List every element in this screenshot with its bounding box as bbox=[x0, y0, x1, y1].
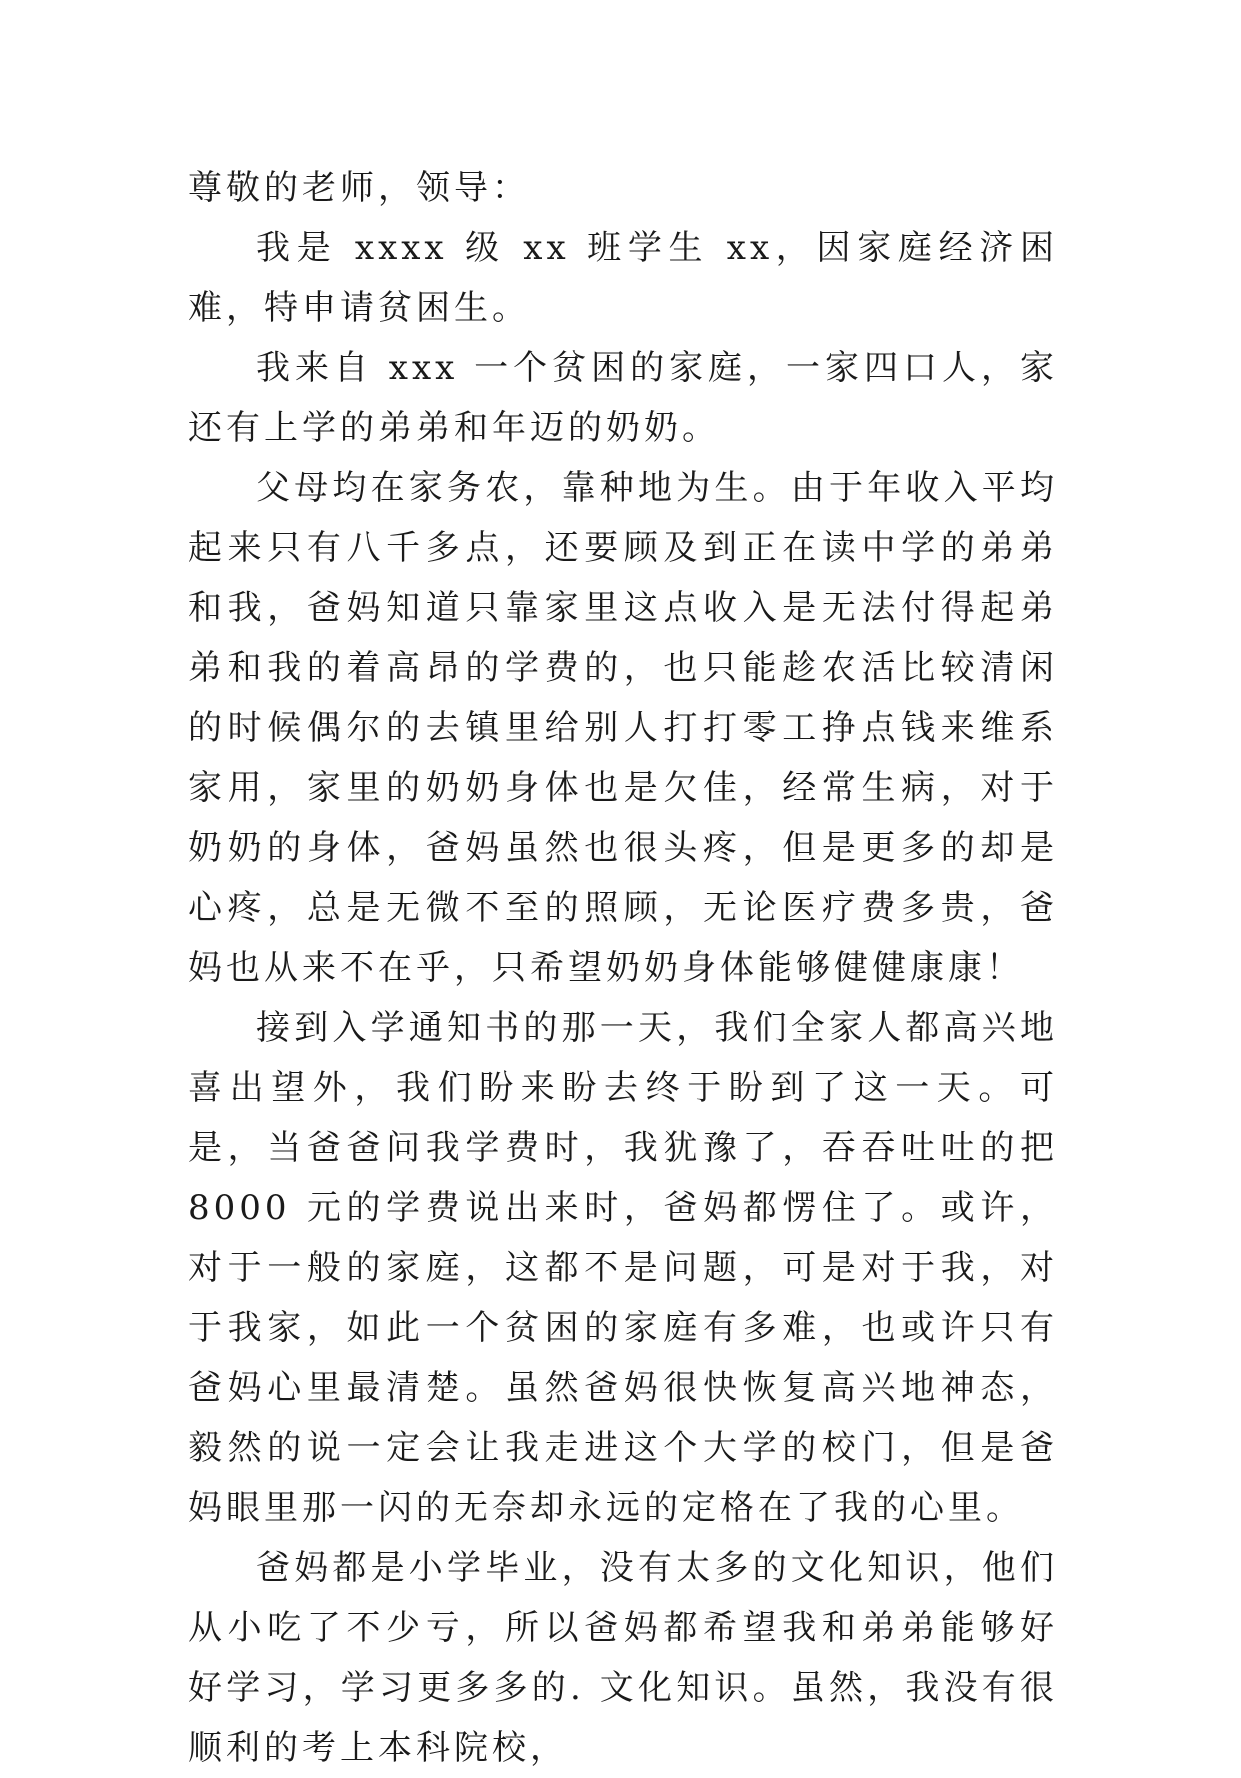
paragraph-parents-farming: 父母均在家务农，靠种地为生。由于年收入平均起来只有八千多点，还要顾及到正在读中学的弟弟和我，爸妈知道只靠家里这点收入是无法付得起弟弟和我的着高昂的学费的，也只能趁农活比较清闲的时候偶尔的去镇里给别人打打零工挣点钱来维系家用，家里的奶奶身体也是欠佳，经常生病，对于奶奶的身体，爸妈虽然也很头疼，但是更多的却是心疼，总是无微不至的照顾，无论医疗费多贵，爸妈也从来不在乎，只希望奶奶身体能够健健康康！ bbox=[188, 468, 1058, 988]
letter-body bbox=[188, 158, 1058, 1778]
paragraph-admission-notice: 接到入学通知书的那一天，我们全家人都高兴地喜出望外，我们盼来盼去终于盼到了这一天。可是，当爸爸问我学费时，我犹豫了，吞吞吐吐的把 8000 元的学费说出来时，爸妈都愣住了。或许，对于一般的家庭，这都不是问题，可是对于我，对于我家，如此一个贫困的家庭有多难，也或许只有爸妈心里最清楚。虽然爸妈很快恢复高兴地神态，毅然的说一定会让我走进这个大学的校门，但是爸妈眼里那一闪的无奈却永远的定格在了我的心里。 bbox=[188, 1008, 1058, 1528]
paragraph-parents-education: 爸妈都是小学毕业，没有太多的文化知识，他们从小吃了不少亏，所以爸妈都希望我和弟弟能够好好学习，学习更多多的. 文化知识。虽然，我没有很顺利的考上本科院校， bbox=[188, 1548, 1058, 1768]
paragraph-application-statement: 我是 xxxx 级 xx 班学生 xx，因家庭经济困难，特申请贫困生。 bbox=[188, 228, 1058, 328]
salutation: 尊敬的老师，领导： bbox=[188, 168, 530, 208]
paragraph-family-background: 我来自 xxx 一个贫困的家庭，一家四口人，家还有上学的弟弟和年迈的奶奶。 bbox=[188, 348, 1058, 448]
